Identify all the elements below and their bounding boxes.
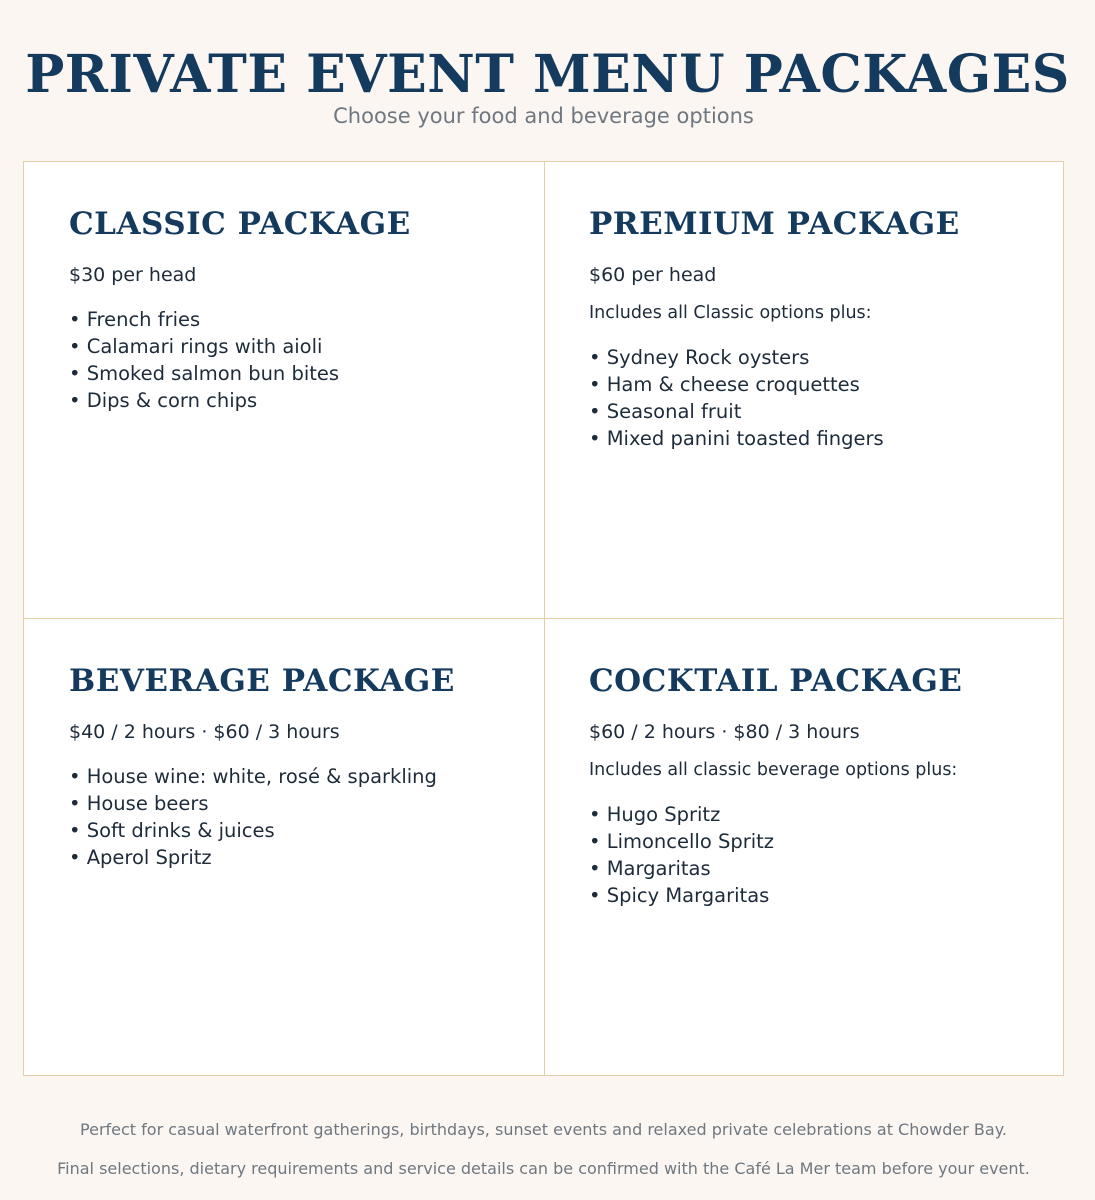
packages-grid: [23, 161, 1064, 1076]
package-title: CLASSIC PACKAGE: [69, 206, 411, 242]
footer-note: Final selections, dietary requirements and service details can be confirmed with the Café La Mer team before your event.: [57, 1159, 1030, 1178]
list-item: • Smoked salmon bun bites: [69, 360, 503, 387]
package-note: Includes all classic beverage options plus:: [589, 760, 958, 780]
package-price: $30 per head: [69, 264, 197, 286]
list-item: • Spicy Margaritas: [589, 882, 1023, 909]
list-item: • Hugo Spritz: [589, 801, 1023, 828]
list-item: • Aperol Spritz: [69, 844, 503, 871]
list-item: • Seasonal fruit: [589, 398, 1023, 425]
classic-package-card: [24, 162, 543, 617]
package-items-list: [69, 763, 503, 871]
page-subtitle: Choose your food and beverage options: [333, 104, 754, 128]
list-item: • House wine: white, rosé & sparkling: [69, 763, 503, 790]
list-item: • Margaritas: [589, 855, 1023, 882]
package-price: $60 per head: [589, 264, 717, 286]
beverage-package-card: [24, 619, 543, 1074]
list-item: • Mixed panini toasted fingers: [589, 425, 1023, 452]
package-price: $40 / 2 hours · $60 / 3 hours: [69, 721, 340, 743]
footer-note: Perfect for casual waterfront gatherings, birthdays, sunset events and relaxed private celebrations at Chowder Bay.: [80, 1120, 1007, 1139]
package-price: $60 / 2 hours · $80 / 3 hours: [589, 721, 860, 743]
package-title: PREMIUM PACKAGE: [589, 206, 960, 242]
package-items-list: [589, 801, 1023, 909]
list-item: • House beers: [69, 790, 503, 817]
package-items-list: [589, 344, 1023, 452]
list-item: • Ham & cheese croquettes: [589, 371, 1023, 398]
list-item: • Soft drinks & juices: [69, 817, 503, 844]
list-item: • Dips & corn chips: [69, 387, 503, 414]
cocktail-package-card: [544, 619, 1063, 1074]
package-title: COCKTAIL PACKAGE: [589, 663, 963, 699]
list-item: • French fries: [69, 306, 503, 333]
page-title: PRIVATE EVENT MENU PACKAGES: [25, 43, 1070, 105]
premium-package-card: [544, 162, 1063, 617]
list-item: • Calamari rings with aioli: [69, 333, 503, 360]
package-title: BEVERAGE PACKAGE: [69, 663, 455, 699]
list-item: • Sydney Rock oysters: [589, 344, 1023, 371]
package-items-list: [69, 306, 503, 414]
list-item: • Limoncello Spritz: [589, 828, 1023, 855]
package-note: Includes all Classic options plus:: [589, 303, 872, 323]
